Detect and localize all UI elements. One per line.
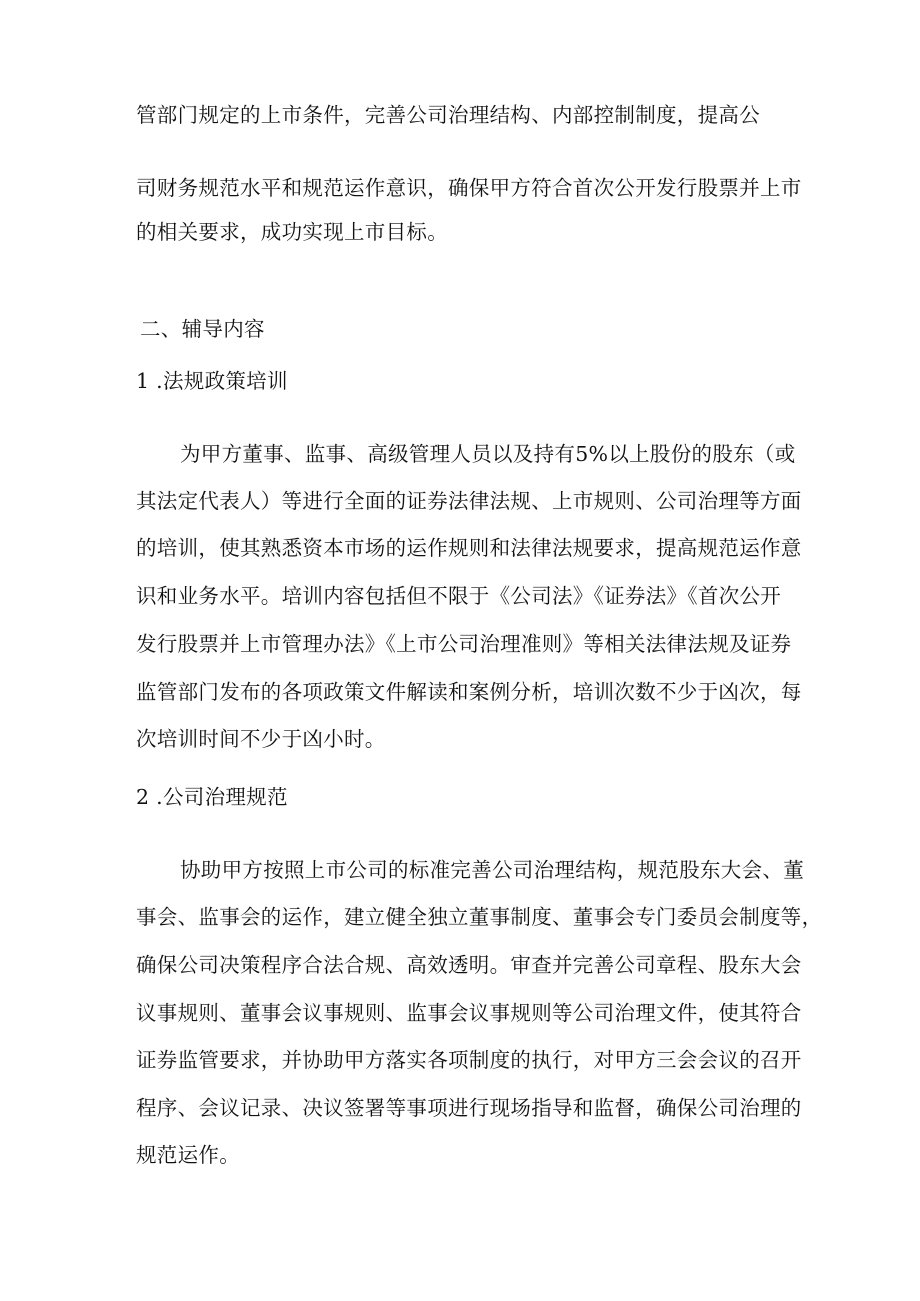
item2-line-3: 确保公司决策程序合法合规、高效透明。审查并完善公司章程、股东大会	[136, 953, 802, 977]
item1-line-6: 监管部门发布的各项政策文件解读和案例分析，培训次数不少于凶次，每	[136, 680, 802, 704]
item1-heading: 1 .法规政策培训	[136, 369, 288, 393]
item2-line-5: 证券监管要求，并协助甲方落实各项制度的执行，对甲方三会会议的召开	[136, 1048, 802, 1072]
item1-line-1: 为甲方董事、监事、高级管理人员以及持有5%以上股份的股东（或	[180, 442, 796, 466]
intro-line-2: 司财务规范水平和规范运作意识，确保甲方符合首次公开发行股票并上市	[136, 176, 802, 200]
item2-line-4: 议事规则、董事会议事规则、监事会议事规则等公司治理文件，使其符合	[136, 1001, 802, 1025]
intro-line-1: 管部门规定的上市条件，完善公司治理结构、内部控制制度，提高公	[136, 103, 760, 127]
item2-line-6: 程序、会议记录、决议签署等事项进行现场指导和监督，确保公司治理的	[136, 1096, 802, 1120]
intro-line-3: 的相关要求，成功实现上市目标。	[136, 220, 448, 244]
item2-line-2: 事会、监事会的运作，建立健全独立董事制度、董事会专门委员会制度等，	[136, 905, 823, 929]
item1-line-4: 识和业务水平。培训内容包括但不限于《公司法》《证券法》《首次公开	[136, 584, 782, 608]
section-heading: 二、辅导内容	[140, 317, 265, 341]
item1-line-5: 发行股票并上市管理办法》《上市公司治理准则》等相关法律法规及证券	[136, 632, 792, 656]
item2-line-7: 规范运作。	[136, 1143, 240, 1167]
item1-line-2: 其法定代表人）等进行全面的证券法律法规、上市规则、公司治理等方面	[136, 489, 802, 513]
item2-heading: 2 .公司治理规范	[136, 785, 288, 809]
item1-line-3: 的培训，使其熟悉资本市场的运作规则和法律法规要求，提高规范运作意	[136, 536, 802, 560]
item1-line-7: 次培训时间不少于凶小时。	[136, 727, 386, 751]
item2-line-1: 协助甲方按照上市公司的标准完善公司治理结构，规范股东大会、董	[180, 858, 804, 882]
